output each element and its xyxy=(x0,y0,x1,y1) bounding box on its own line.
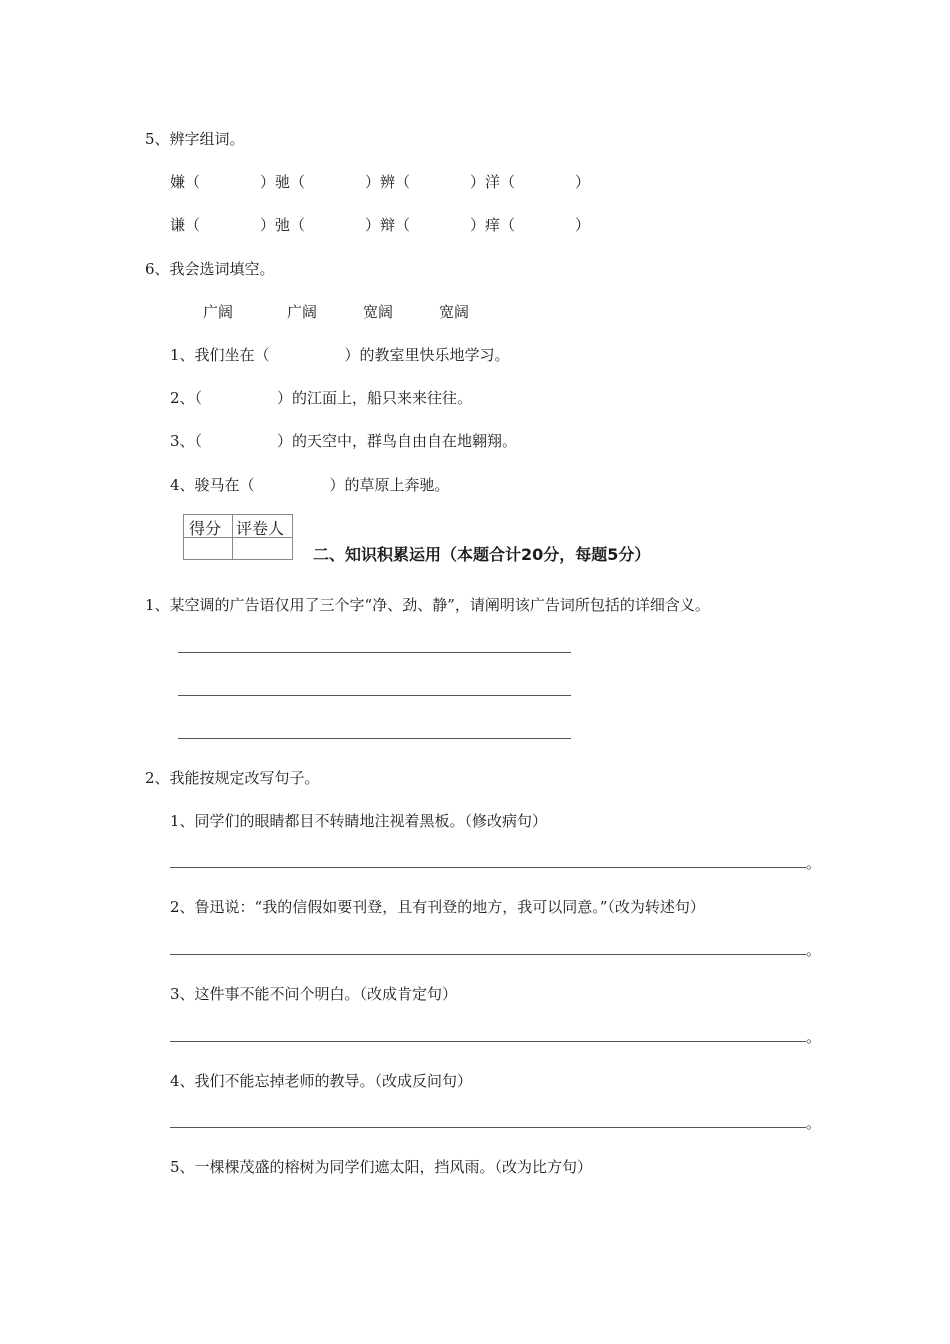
score-box xyxy=(183,514,293,560)
s2q1-text: 1、某空调的广告语仅用了三个字“净、劲、静”，请阐明该广告词所包括的详细含义。 xyxy=(145,596,710,614)
end-mark: 。 xyxy=(806,1028,822,1046)
q6-word-1: 广阔 xyxy=(203,303,234,321)
end-mark: 。 xyxy=(806,854,822,872)
q6-word-3: 宽阔 xyxy=(363,303,394,321)
grader-cell[interactable] xyxy=(233,538,292,559)
answer-line[interactable] xyxy=(178,695,571,696)
section-title: 二、知识积累运用（本题合计20分，每题5分） xyxy=(313,545,651,564)
grader-label: 评卷人 xyxy=(236,519,285,538)
q5-row1: 嫌（ ）驰（ ）辨（ ）洋（ ） xyxy=(170,173,591,191)
answer-line[interactable] xyxy=(170,867,806,868)
s2q2-title: 2、我能按规定改写句子。 xyxy=(145,769,320,787)
s2q2-item-3: 3、这件事不能不问个明白。（改成肯定句） xyxy=(170,985,458,1003)
q6-item-1: 1、我们坐在（ ）的教室里快乐地学习。 xyxy=(170,346,510,364)
q6-word-2: 广阔 xyxy=(287,303,318,321)
q6-title: 6、我会选词填空。 xyxy=(145,260,275,278)
answer-line[interactable] xyxy=(170,954,806,955)
s2q2-item-5: 5、一棵棵茂盛的榕树为同学们遮太阳，挡风雨。（改为比方句） xyxy=(170,1158,593,1176)
q5-row2: 谦（ ）弛（ ）辩（ ）痒（ ） xyxy=(170,216,591,234)
answer-line[interactable] xyxy=(178,738,571,739)
end-mark: 。 xyxy=(806,941,822,959)
score-label: 得分 xyxy=(189,519,222,538)
s2q2-item-4: 4、我们不能忘掉老师的教导。（改成反问句） xyxy=(170,1072,473,1090)
s2q2-item-1: 1、同学们的眼睛都目不转睛地注视着黑板。（修改病句） xyxy=(170,812,548,830)
end-mark: 。 xyxy=(806,1114,822,1132)
q6-word-4: 宽阔 xyxy=(439,303,470,321)
answer-line[interactable] xyxy=(170,1127,806,1128)
s2q2-item-2: 2、鲁迅说：“我的信假如要刊登，且有刊登的地方，我可以同意。”（改为转述句） xyxy=(170,898,705,916)
q6-item-2: 2、（ ）的江面上，船只来来往往。 xyxy=(170,389,473,407)
score-cell[interactable] xyxy=(184,538,232,559)
q5-title: 5、辨字组词。 xyxy=(145,130,245,148)
q6-item-4: 4、骏马在（ ）的草原上奔驰。 xyxy=(170,476,450,494)
q6-item-3: 3、（ ）的天空中，群鸟自由自在地翱翔。 xyxy=(170,432,518,450)
answer-line[interactable] xyxy=(178,652,571,653)
answer-line[interactable] xyxy=(170,1041,806,1042)
